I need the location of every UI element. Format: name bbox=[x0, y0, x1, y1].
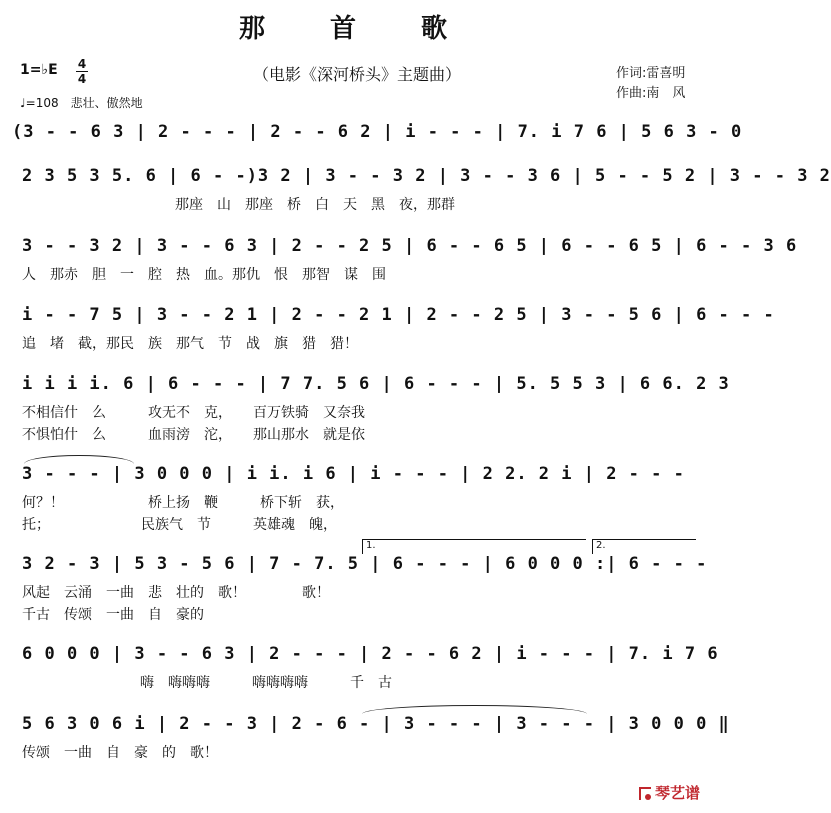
music-line-7 bbox=[0, 552, 714, 576]
music-line-8 bbox=[0, 642, 719, 666]
second-ending-bracket: 2. bbox=[592, 539, 696, 554]
key-signature: 1=♭E bbox=[20, 62, 58, 78]
music-line-2 bbox=[0, 164, 831, 188]
tie-slur bbox=[362, 705, 587, 714]
music-line-5 bbox=[0, 372, 730, 396]
lyrics-line-5b: 不惧怕什 么 血雨滂 沱， 那山那水 就是依 bbox=[22, 427, 365, 443]
lyricist: 作词:雷喜明 bbox=[616, 66, 686, 81]
time-signature-top: 4 bbox=[77, 57, 87, 71]
tempo-text: =108 悲壮、傲然地 bbox=[25, 96, 143, 110]
music-line-6 bbox=[0, 462, 714, 486]
music-line-1 bbox=[0, 120, 743, 144]
notation: 3 2 - 3 | 5 3 - 5 6 | 7 - 7. 5 | 6 - - - | 6 0 0 0 :| 6 - - - bbox=[22, 554, 708, 574]
music-logo-icon bbox=[637, 785, 655, 803]
lyrics-line-9: 传颂 一曲 自 豪 的 歌！ bbox=[22, 745, 218, 761]
tempo-marking bbox=[20, 94, 143, 111]
music-line-9 bbox=[0, 712, 730, 736]
music-line-3 bbox=[0, 234, 798, 258]
notation: 3 - - - | 3 0 0 0 | i i. i 6 | i - - - | 2 2. 2 i | 2 - - - bbox=[22, 464, 685, 484]
lyrics-line-6a: 何？！ 桥上扬 鞭 桥下斩 获， bbox=[22, 495, 344, 511]
lyrics-line-6b: 托； 民族气 节 英雄魂 魄， bbox=[22, 517, 337, 533]
time-signature bbox=[76, 58, 88, 85]
notation: 5 6 3 0 6 i | 2 - - 3 | 2 - 6 - | 3 - - - | 3 - - - | 3 0 0 0 ‖ bbox=[22, 714, 730, 734]
song-title: 那 首 歌 bbox=[238, 14, 476, 44]
lyrics-line-7a: 风起 云涌 一曲 悲 壮的 歌！ 歌！ bbox=[22, 585, 330, 601]
notation: 3 - - 3 2 | 3 - - 6 3 | 2 - - 2 5 | 6 - - 6 5 | 6 - - 6 5 | 6 - - 3 6 bbox=[22, 236, 798, 256]
lyrics-line-4: 追 堵 截，那民 族 那气 节 战 旗 猎 猎！ bbox=[22, 336, 358, 352]
music-line-4 bbox=[0, 303, 775, 327]
composer: 作曲:南 风 bbox=[616, 86, 686, 101]
notation: 2 3 5 3 5. 6 | 6 - -)3 2 | 3 - - 3 2 | 3 - - 3 6 | 5 - - 5 2 | 3 - - 3 2 bbox=[22, 166, 831, 186]
watermark-logo bbox=[637, 782, 700, 803]
lyrics-line-2: 那座 山 那座 桥 白 天 黑 夜，那群 bbox=[175, 197, 455, 213]
lyrics-line-8: 嗨 嗨嗨嗨 嗨嗨嗨嗨 千 古 bbox=[140, 675, 392, 691]
notation: 6 0 0 0 | 3 - - 6 3 | 2 - - - | 2 - - 6 2 | i - - - | 7. i 7 6 bbox=[22, 644, 719, 664]
lyrics-line-3: 人 那赤 胆 一 腔 热 血。那仇 恨 那智 谋 围 bbox=[22, 267, 386, 283]
notation: i - - 7 5 | 3 - - 2 1 | 2 - - 2 1 | 2 - - 2 5 | 3 - - 5 6 | 6 - - - bbox=[22, 305, 775, 325]
song-subtitle: （电影《深河桥头》主题曲） bbox=[252, 65, 461, 84]
lyrics-line-7b: 千古 传颂 一曲 自 豪的 bbox=[22, 607, 204, 623]
quarter-note-icon: ♩ bbox=[20, 96, 26, 110]
notation: i i i i. 6 | 6 - - - | 7 7. 5 6 | 6 - - - | 5. 5 5 3 | 6 6. 2 3 bbox=[22, 374, 730, 394]
watermark-text: 琴艺谱 bbox=[654, 784, 700, 802]
tie-slur bbox=[24, 455, 134, 464]
notation: (3 - - 6 3 | 2 - - - | 2 - - 6 2 | i - - - | 7. i 7 6 | 5 6 3 - 0 bbox=[12, 122, 743, 142]
first-ending-bracket: 1. bbox=[362, 539, 586, 554]
time-signature-bottom: 4 bbox=[77, 72, 87, 86]
lyrics-line-5a: 不相信什 么 攻无不 克， 百万铁骑 又奈我 bbox=[22, 405, 365, 421]
